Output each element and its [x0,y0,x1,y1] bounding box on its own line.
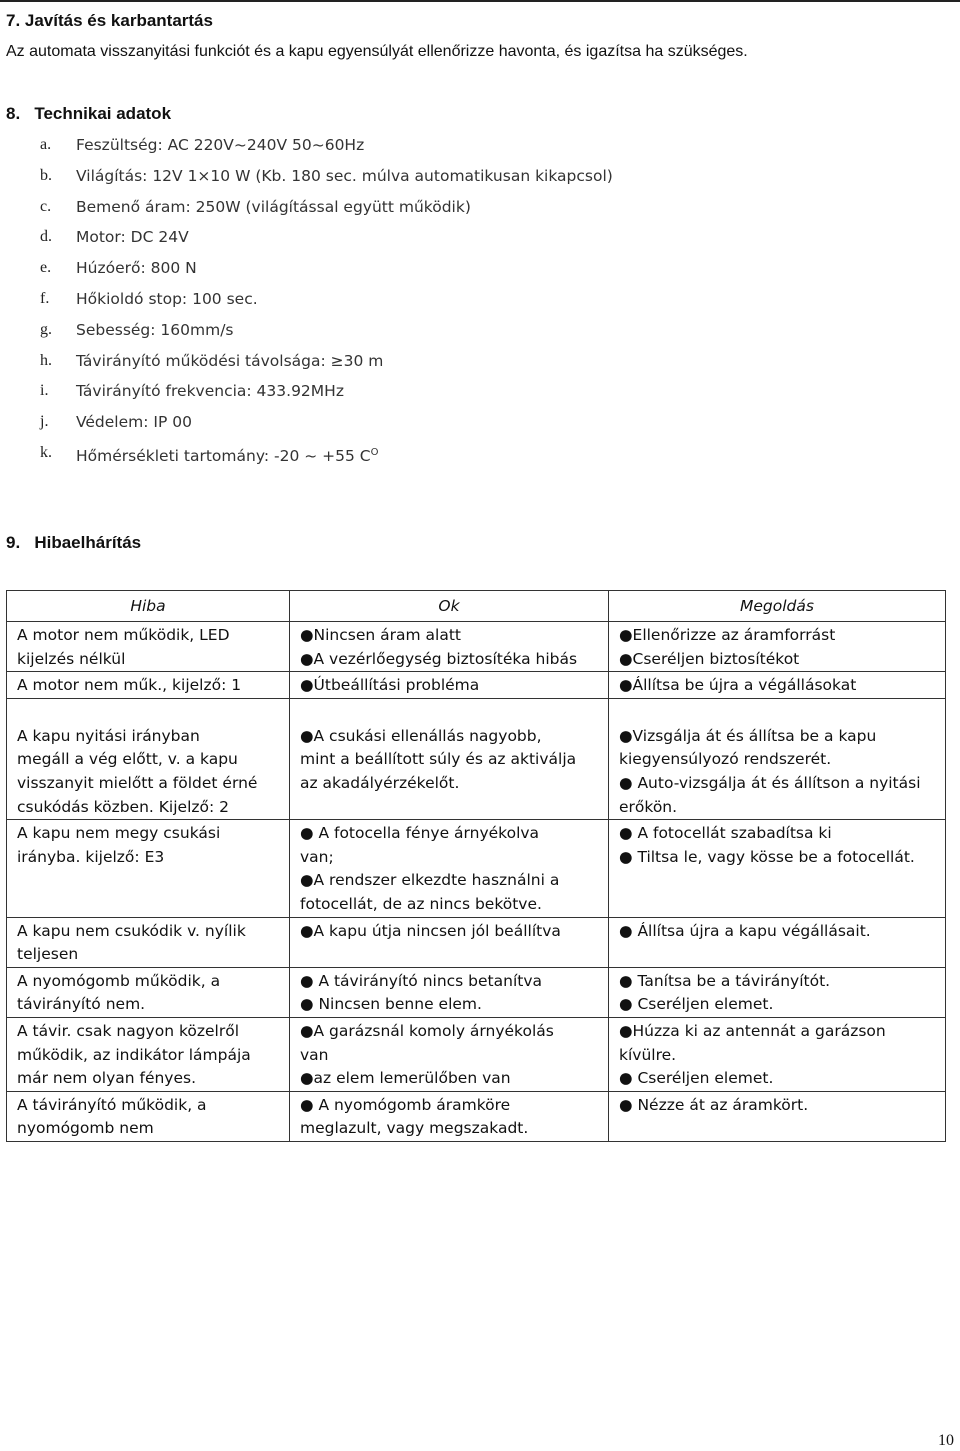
spec-text: Világítás: 12V 1×10 W (Kb. 180 sec. múlva automatikusan kikapcsol) [76,166,613,185]
cell-line: ●A csukási ellenállás nagyobb, [300,726,542,745]
spec-text: Távirányító működési távolsága: ≥30 m [76,351,384,370]
cell-line: visszanyit mielőtt a földet érné [17,773,258,792]
cell-line: ● Cseréljen elemet. [619,1069,774,1088]
cell-megoldas [609,622,946,672]
cell-ok [290,1017,609,1091]
cell-line: van [300,1045,329,1064]
header-hiba: Hiba [7,591,290,622]
page-number: 10 [938,1432,954,1449]
cell-line: A kapu nem megy csukási [17,824,221,843]
table-row [7,698,946,819]
spec-letter: e. [40,259,52,277]
spec-text: Hőkioldó stop: 100 sec. [76,289,258,308]
spec-letter: b. [40,166,52,184]
cell-line: ●Húzza ki az antennát a garázson [619,1021,886,1040]
spec-letter: f. [40,289,50,307]
spec-letter: a. [40,136,52,153]
spec-letter: k. [40,443,52,461]
cell-line: az akadályérzékelőt. [300,773,460,792]
cell-line: A motor nem működik, LED [17,626,230,644]
spec-text: Motor: DC 24V [76,228,189,247]
cell-line: ●Ellenőrizze az áramforrást [619,626,836,644]
spec-letter: i. [40,382,49,400]
cell-hiba [7,672,290,699]
header-megoldas: Megoldás [609,591,946,622]
cell-line: A távir. csak nagyon közelről [17,1021,240,1040]
cell-line: ●az elem lemerülőben van [300,1069,511,1088]
cell-ok [290,967,609,1017]
cell-line: ● Auto-vizsgálja át és állítson a nyitási [619,773,921,792]
spec-text: Védelem: IP 00 [76,413,192,432]
cell-hiba [7,698,290,819]
cell-ok [290,917,609,967]
spec-text: Távirányító frekvencia: 433.92MHz [76,382,344,401]
cell-line: ● A nyomógomb áramköre [300,1095,511,1114]
degree-superscript: O [370,446,379,458]
cell-line: ● Cseréljen elemet. [619,995,774,1014]
spec-letter: j. [40,413,49,431]
cell-line: irányba. kijelző: E3 [17,847,165,866]
cell-megoldas [609,967,946,1017]
cell-line: ●Útbeállítási probléma [300,676,480,695]
cell-hiba [7,1017,290,1091]
cell-line: ●A kapu útja nincsen jól beállítva [300,921,561,940]
table-row [7,917,946,967]
cell-megoldas [609,1091,946,1141]
cell-line: meglazult, vagy megszakadt. [300,1119,529,1138]
spec-text: Húzóerő: 800 N [76,259,197,278]
cell-line: ●A rendszer elkezdte használni a [300,871,560,890]
section-7-text: Az automata visszanyitási funkciót és a kapu egyensúlyát ellenőrizze havonta, és igazítsa ha szükséges. [6,43,748,60]
cell-line: fotocellát, de az nincs bekötve. [300,894,542,913]
cell-megoldas [609,820,946,917]
cell-hiba [7,1091,290,1141]
cell-line: ●Állítsa be újra a végállásokat [619,676,857,695]
spec-letter: h. [40,351,52,369]
spec-text: Bemenő áram: 250W (világítással együtt működik) [76,197,471,216]
cell-line: ● A távirányító nincs betanítva [300,971,543,990]
cell-line: mint a beállított súly és az aktiválja [300,750,577,769]
cell-line: van; [300,847,334,866]
table-row [7,622,946,672]
cell-line: A kapu nem csukódik v. nyílik [17,921,246,940]
cell-ok [290,622,609,672]
cell-hiba [7,622,290,672]
cell-line: kiegyensúlyozó rendszerét. [619,750,832,769]
cell-line: ● A fotocella fénye árnyékolva [300,824,540,843]
cell-line: erőkön. [619,797,678,816]
cell-line: A távirányító működik, a [17,1095,207,1114]
spec-text-main: Hőmérsékleti tartomány: -20 ~ +55 C [76,447,371,466]
section-9-heading: 9. Hibaelhárítás [6,533,142,552]
cell-line: ● A fotocellát szabadítsa ki [619,824,832,843]
spec-text: Sebesség: 160mm/s [76,320,234,339]
cell-line: ● Nézze át az áramkört. [619,1095,809,1114]
spec-letter: c. [40,197,52,215]
cell-line: ●A garázsnál komoly árnyékolás [300,1021,554,1040]
cell-line: kívülre. [619,1045,677,1064]
cell-line: ● Nincsen benne elem. [300,995,482,1014]
cell-line: megáll a vég előtt, v. a kapu [17,750,238,769]
cell-line: nyomógomb nem [17,1119,154,1138]
table-row [7,1017,946,1091]
cell-megoldas [609,917,946,967]
troubleshooting-table [6,590,946,1142]
cell-line: ● Állítsa újra a kapu végállásait. [619,921,871,940]
cell-hiba [7,967,290,1017]
cell-line: működik, az indikátor lámpája [17,1045,251,1064]
cell-line: csukódás közben. Kijelző: 2 [17,797,230,816]
cell-line: ● Tanítsa be a távirányítót. [619,971,831,990]
cell-line: A motor nem műk., kijelző: 1 [17,676,242,695]
cell-ok [290,820,609,917]
table-row [7,967,946,1017]
cell-hiba [7,917,290,967]
cell-line: ●Cseréljen biztosítékot [619,649,800,668]
cell-megoldas [609,1017,946,1091]
cell-ok [290,672,609,699]
cell-line: A kapu nyitási irányban [17,726,200,745]
cell-hiba [7,820,290,917]
spec-letter: g. [40,320,52,338]
spec-text: Feszültség: AC 220V~240V 50~60Hz [76,136,365,154]
table-row [7,820,946,917]
table-row [7,672,946,699]
spec-letter: d. [40,228,52,246]
spec-text [76,442,379,467]
cell-line: ●Nincsen áram alatt [300,626,461,644]
cell-ok [290,698,609,819]
cell-line: ●A vezérlőegység biztosítéka hibás [300,649,578,668]
cell-megoldas [609,672,946,699]
cell-line: már nem olyan fényes. [17,1069,197,1088]
cell-megoldas [609,698,946,819]
cell-line: teljesen [17,945,79,964]
section-8-heading: 8. Technikai adatok [6,104,172,123]
table-row [7,1091,946,1141]
cell-line: távirányító nem. [17,995,146,1014]
table-header-row [7,591,946,622]
cell-line: kijelzés nélkül [17,649,126,668]
header-ok: Ok [290,591,609,622]
cell-line: A nyomógomb működik, a [17,971,221,990]
cell-line: ●Vizsgálja át és állítsa be a kapu [619,726,877,745]
section-7-heading: 7. Javítás és karbantartás [6,11,213,30]
cell-ok [290,1091,609,1141]
top-rule [0,0,960,2]
cell-line: ● Tiltsa le, vagy kösse be a fotocellát. [619,847,915,866]
